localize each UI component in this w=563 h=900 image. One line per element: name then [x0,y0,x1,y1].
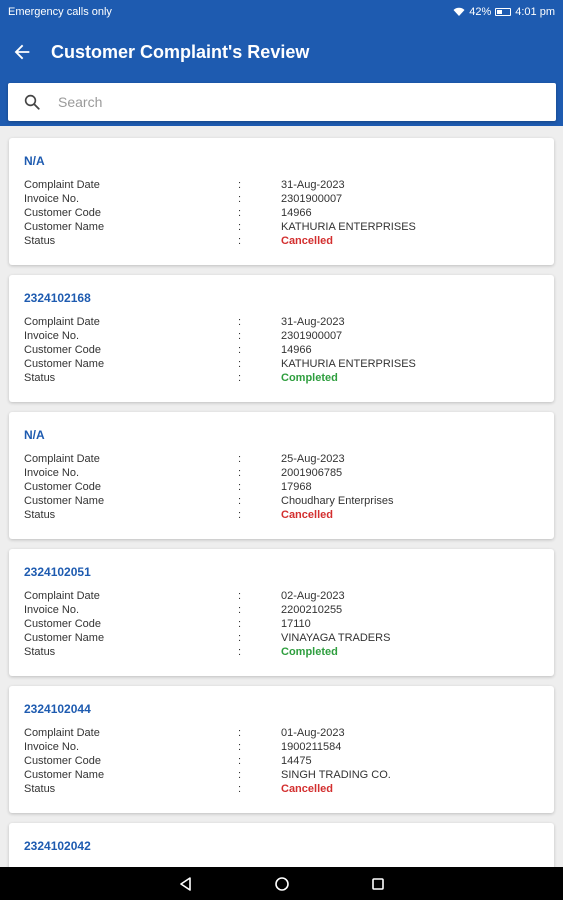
customer-code-value: 17110 [281,618,311,630]
complaint-id: 2324102051 [24,565,91,579]
complaint-list[interactable] [0,126,563,867]
battery-icon [495,8,511,16]
nav-recents-button[interactable] [366,872,390,896]
separator: : [238,618,242,630]
complaint-date-value: 31-Aug-2023 [281,179,345,191]
customer-name-label: Customer Name [24,221,105,233]
customer-name-value: VINAYAGA TRADERS [281,632,391,644]
complaint-card[interactable] [9,549,554,676]
customer-name-label: Customer Name [24,769,105,781]
complaint-date-row [24,589,540,603]
complaint-card[interactable] [9,412,554,539]
status-row [24,371,540,385]
complaint-id: 2324102168 [24,291,91,305]
search-bar[interactable] [8,83,556,121]
circle-home-icon [274,876,290,892]
customer-code-value: 14966 [281,207,312,219]
customer-name-row [24,768,540,782]
invoice-value: 2200210255 [281,604,343,616]
customer-code-label: Customer Code [24,207,102,219]
separator: : [238,632,242,644]
invoice-row [24,329,540,343]
complaint-card[interactable] [9,275,554,402]
complaint-card[interactable] [9,686,554,813]
complaint-date-value: 31-Aug-2023 [281,316,345,328]
customer-code-label: Customer Code [24,481,102,493]
customer-name-row [24,357,540,371]
status-icons [453,6,555,18]
customer-code-label: Customer Code [24,344,102,356]
separator: : [238,755,242,767]
status-label: Status [24,783,56,795]
invoice-row [24,466,540,480]
invoice-label: Invoice No. [24,604,80,616]
invoice-row [24,192,540,206]
separator: : [238,179,242,191]
customer-name-row [24,631,540,645]
square-recents-icon [370,876,386,892]
separator: : [238,358,242,370]
complaint-card[interactable] [9,138,554,265]
complaint-id: N/A [24,154,45,168]
complaint-date-label: Complaint Date [24,727,100,739]
customer-name-value: KATHURIA ENTERPRISES [281,358,416,370]
invoice-label: Invoice No. [24,467,80,479]
customer-name-row [24,494,540,508]
separator: : [238,741,242,753]
invoice-value: 2301900007 [281,193,343,205]
arrow-back-icon [11,41,33,63]
separator: : [238,316,242,328]
complaint-id: 2324102042 [24,839,91,853]
customer-code-label: Customer Code [24,755,102,767]
customer-code-label: Customer Code [24,618,102,630]
customer-name-row [24,220,540,234]
invoice-label: Invoice No. [24,741,80,753]
separator: : [238,372,242,384]
customer-name-label: Customer Name [24,495,105,507]
clock: 4:01 pm [515,6,555,18]
customer-code-row [24,754,540,768]
customer-code-value: 17968 [281,481,312,493]
customer-code-row [24,617,540,631]
search-icon [22,92,42,112]
complaint-date-label: Complaint Date [24,590,100,602]
customer-code-value: 14475 [281,755,312,767]
complaint-date-label: Complaint Date [24,316,100,328]
search-container [0,80,563,126]
system-nav-bar [0,867,563,900]
invoice-value: 2301900007 [281,330,343,342]
complaint-id: N/A [24,428,45,442]
separator: : [238,727,242,739]
invoice-value: 1900211584 [281,741,342,753]
separator: : [238,495,242,507]
status-bar [0,0,563,24]
app-bar [0,24,563,80]
status-value: Completed [281,372,338,384]
customer-code-row [24,343,540,357]
network-status-text: Emergency calls only [8,6,112,18]
invoice-row [24,603,540,617]
customer-name-value: KATHURIA ENTERPRISES [281,221,416,233]
triangle-back-icon [178,876,194,892]
separator: : [238,481,242,493]
customer-name-value: SINGH TRADING CO. [281,769,391,781]
separator: : [238,604,242,616]
separator: : [238,646,242,658]
status-row [24,508,540,522]
separator: : [238,453,242,465]
separator: : [238,193,242,205]
status-value: Cancelled [281,509,333,521]
invoice-row [24,740,540,754]
complaint-date-label: Complaint Date [24,179,100,191]
invoice-value: 2001906785 [281,467,343,479]
complaint-date-row [24,452,540,466]
customer-code-row [24,480,540,494]
complaint-date-value: 25-Aug-2023 [281,453,345,465]
complaint-date-row [24,178,540,192]
status-label: Status [24,509,56,521]
customer-name-value: Choudhary Enterprises [281,495,394,507]
complaint-date-value: 01-Aug-2023 [281,727,345,739]
separator: : [238,769,242,781]
separator: : [238,221,242,233]
separator: : [238,330,242,342]
nav-back-button[interactable] [174,872,198,896]
battery-percent: 42% [469,6,492,18]
separator: : [238,783,242,795]
status-label: Status [24,235,56,247]
status-value: Completed [281,646,338,658]
separator: : [238,467,242,479]
customer-code-value: 14966 [281,344,312,356]
invoice-label: Invoice No. [24,330,80,342]
complaint-date-row [24,315,540,329]
status-label: Status [24,372,56,384]
status-label: Status [24,646,56,658]
complaint-date-row [24,726,540,740]
complaint-card[interactable] [9,823,554,867]
wifi-icon [453,7,465,17]
complaint-date-value: 02-Aug-2023 [281,590,345,602]
status-row [24,645,540,659]
complaint-id: 2324102044 [24,702,91,716]
invoice-label: Invoice No. [24,193,80,205]
back-button[interactable] [2,32,42,72]
customer-code-row [24,206,540,220]
search-input[interactable] [58,94,508,110]
separator: : [238,207,242,219]
separator: : [238,590,242,602]
customer-name-label: Customer Name [24,632,105,644]
complaint-date-label: Complaint Date [24,453,100,465]
status-row [24,234,540,248]
separator: : [238,509,242,521]
status-value: Cancelled [281,783,333,795]
separator: : [238,235,242,247]
page-title: Customer Complaint's Review [51,41,310,62]
status-value: Cancelled [281,235,333,247]
separator: : [238,344,242,356]
customer-name-label: Customer Name [24,358,105,370]
nav-home-button[interactable] [270,872,294,896]
status-row [24,782,540,796]
